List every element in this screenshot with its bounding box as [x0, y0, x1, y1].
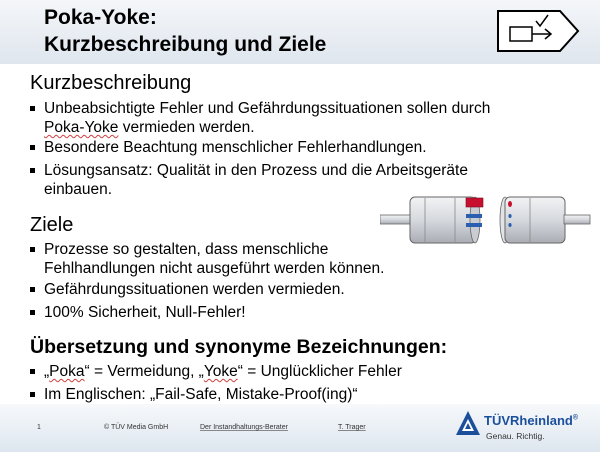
bullet-text: “ = Unglücklicher Fehler [237, 363, 402, 380]
bullet-text: Poka-Yoke [44, 119, 119, 136]
bullet-text: “ = Vermeidung, „ [84, 363, 204, 380]
bullet-text: Lösungsansatz: Qualität in den Prozess und die Arbeitsgeräte [44, 162, 468, 179]
footer-bar [0, 404, 600, 452]
heading-ziele: Ziele [30, 214, 74, 236]
brand-slogan: Genau. Richtig. [486, 431, 545, 441]
slide-title [44, 4, 326, 58]
bullet-text: Im Englischen: „Fail-Safe, Mistake-Proof(ing)“ [44, 386, 358, 403]
brand-name [484, 413, 578, 428]
bullet-text: „ [44, 363, 50, 380]
bullet-icon [30, 369, 35, 374]
heading-kurzbeschreibung: Kurzbeschreibung [30, 72, 192, 94]
bullet-text: Besondere Beachtung menschlicher Fehlerhandlungen. [44, 139, 427, 156]
registered-mark: ® [572, 414, 579, 422]
connector-plug-illustration [380, 190, 592, 250]
bullet-kurz-2 [30, 138, 570, 157]
bullet-ziele-2 [30, 280, 410, 299]
page-number: 1 [37, 424, 41, 431]
bullet-icon [30, 392, 35, 397]
bullet-text: Fehlhandlungen nicht ausgeführt werden können. [44, 260, 385, 277]
bullet-text: Prozesse so gestalten, dass menschliche [44, 241, 329, 258]
bullet-kurz-1 [30, 99, 570, 137]
footer-author: T. Trager [338, 424, 366, 431]
heading-uebersetzung: Übersetzung und synonyme Bezeichnungen: [30, 336, 448, 358]
bullet-ziele-3 [30, 303, 410, 322]
bullet-icon [30, 168, 35, 173]
bullet-icon [30, 287, 35, 292]
bullet-icon [30, 145, 35, 150]
bullet-text: 100% Sicherheit, Null-Fehler! [44, 304, 246, 321]
footer-copyright: © TÜV Media GmbH [104, 424, 169, 431]
bullet-text: einbauen. [44, 181, 113, 198]
slide-title-line-1: Poka-Yoke: [44, 6, 157, 29]
bullet-uebersetzung-1 [30, 362, 570, 381]
tuv-triangle-logo-icon [455, 410, 481, 438]
bullet-icon [30, 247, 35, 252]
bullet-text: Poka [49, 363, 85, 380]
bullet-text: Unbeabsichtigte Fehler und Gefährdungssituationen sollen durch [44, 100, 491, 117]
bullet-icon [30, 106, 35, 111]
footer-document-title: Der Instandhaltungs-Berater [200, 424, 288, 431]
bullet-icon [30, 310, 35, 315]
slide-title-line-2: Kurzbeschreibung und Ziele [44, 33, 327, 56]
bullet-text: Gefährdungssituationen werden vermieden. [44, 281, 345, 298]
bullet-text: Yoke [203, 363, 238, 380]
bullet-text: vermieden werden. [118, 119, 255, 136]
bullet-ziele-1 [30, 240, 410, 278]
brand-name-text: TÜVRheinland [484, 413, 573, 428]
bullet-uebersetzung-2 [30, 385, 570, 404]
checkmark-arrow-icon [496, 9, 580, 53]
